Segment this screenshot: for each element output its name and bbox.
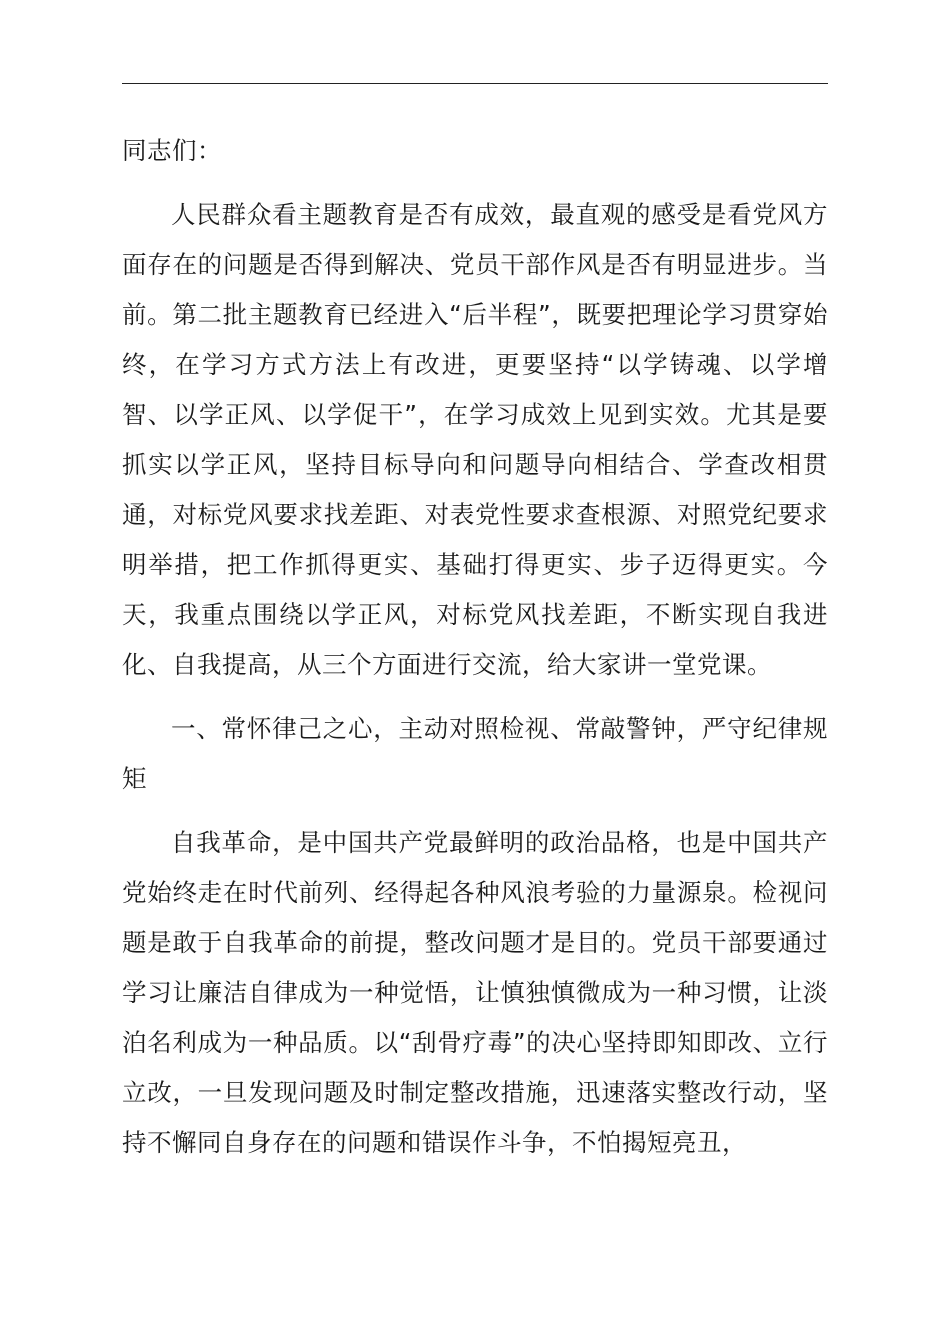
paragraph-section-1: 自我革命，是中国共产党最鲜明的政治品格，也是中国共产党始终走在时代前列、经得起各种风浪考验的力量源泉。检视问题是敢于自我革命的前提，整改问题才是目的。党员干部要通过学习让廉洁自律成为一种觉悟，让慎独慎微成为一种习惯，让淡泊名利成为一种品质。以“刮骨疗毒”的决心坚持即知即改、立行立改，一旦发现问题及时制定整改措施，迅速落实整改行动，坚持不懈同自身存在的问题和错误作斗争，不怕揭短亮丑，	[122, 828, 828, 1157]
paragraph-intro: 人民群众看主题教育是否有成效，最直观的感受是看党风方面存在的问题是否得到解决、党员干部作风是否有明显进步。当前。第二批主题教育已经进入“后半程”，既要把理论学习贯穿始终，在学习方式方法上有改进，更要坚持“以学铸魂、以学增智、以学正风、以学促干”，在学习成效上见到实效。尤其是要抓实以学正风，坚持目标导向和问题导向相结合、学查改相贯通，对标党风要求找差距、对表党性要求查根源、对照党纪要求明举措，把工作抓得更实、基础打得更实、步子迈得更实。今天，我重点围绕以学正风，对标党风找差距，不断实现自我进化、自我提高，从三个方面进行交流，给大家讲一堂党课。	[122, 200, 828, 679]
document-body	[122, 126, 828, 1168]
greeting: 同志们：	[122, 136, 222, 165]
section-heading-1: 一、常怀律己之心，主动对照检视、常敲警钟，严守纪律规矩	[122, 714, 828, 793]
header-rule	[122, 83, 828, 84]
